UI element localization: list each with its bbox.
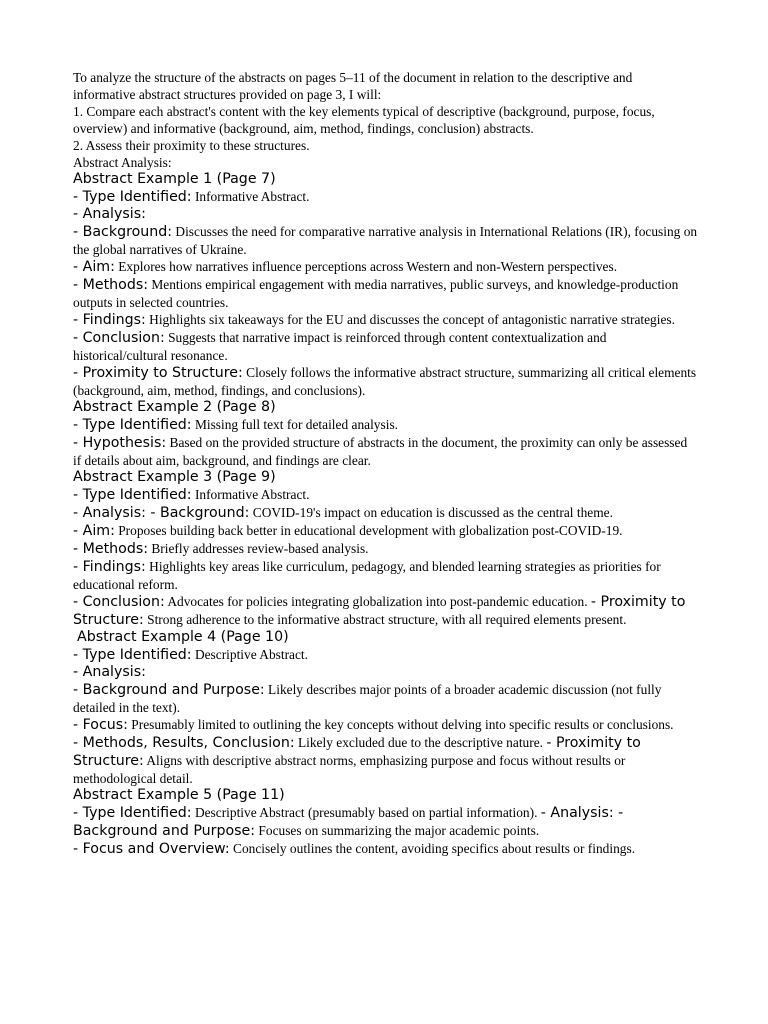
proximity-label: - Proximity to Structure: [73, 365, 243, 381]
background-label: - Background: [73, 224, 173, 240]
methods-value: Briefly addresses review-based analysis. [148, 541, 369, 556]
findings-label: - Findings: [73, 312, 146, 328]
findings-value: Highlights six takeaways for the EU and discusses the concept of antagonistic narrative strategies. [145, 312, 675, 327]
example-3-type [73, 486, 698, 504]
proximity-label: - Proximity to Structure: [73, 735, 641, 769]
conclusion-value: Suggests that narrative impact is reinforced through content contextualization and historical/cultural resonance. [73, 330, 607, 363]
focus-value: Presumably limited to outlining the key concepts without delving into specific results or conclusions. [127, 717, 674, 732]
example-4-type [73, 646, 698, 664]
example-4-background-purpose [73, 681, 698, 716]
example-5-heading: Abstract Example 5 (Page 11) [73, 787, 285, 803]
type-label: - Type Identified: [73, 805, 192, 821]
step-1: 1. Compare each abstract's content with the key elements typical of descriptive (background, purpose, focus, overview) and informative (background, aim, method, findings, conclusion) abstracts. [73, 104, 655, 136]
aim-value: Explores how narratives influence perceptions across Western and non-Western perspectives. [114, 259, 618, 274]
step-2: 2. Assess their proximity to these structures. [73, 138, 310, 153]
example-3-findings [73, 558, 698, 593]
example-2-hypothesis [73, 434, 698, 469]
example-1-methods [73, 276, 698, 311]
background-value: COVID-19's impact on education is discussed as the central theme. [249, 505, 613, 520]
conclusion-label: - Conclusion: [73, 594, 165, 610]
proximity-value: Strong adherence to the informative abstract structure, with all required elements present. [143, 612, 627, 627]
analysis-background-label: - Analysis: - Background: [73, 505, 250, 521]
focus-label: - Focus: [73, 717, 128, 733]
analysis-title: Abstract Analysis: [73, 155, 172, 170]
example-2-type [73, 416, 698, 434]
type-value: Informative Abstract. [191, 189, 310, 204]
findings-label: - Findings: [73, 559, 146, 575]
intro-paragraph: To analyze the structure of the abstracts on pages 5–11 of the document in relation to the descriptive and informative abstract structures provided on page 3, I will: [73, 70, 633, 102]
methods-value: Mentions empirical engagement with media narratives, public surveys, and knowledge-production outputs in selected countries. [73, 277, 679, 310]
type-value: Missing full text for detailed analysis. [191, 417, 398, 432]
example-5-type [73, 804, 698, 840]
findings-value: Highlights key areas like curriculum, pedagogy, and blended learning strategies as priorities for educational reform. [73, 559, 661, 592]
example-3-background [73, 504, 698, 522]
type-label: - Type Identified: [73, 647, 192, 663]
example-3-methods [73, 540, 698, 558]
hypothesis-value: Based on the provided structure of abstracts in the document, the proximity can only be assessed if details about aim, background, and findings are clear. [73, 435, 688, 468]
type-label: - Type Identified: [73, 189, 192, 205]
example-1-background [73, 223, 698, 258]
aim-label: - Aim: [73, 523, 115, 539]
focus-overview-value: Concisely outlines the content, avoiding specifics about results or findings. [229, 841, 636, 856]
example-3-conclusion [73, 593, 698, 629]
example-1-findings [73, 311, 698, 329]
type-value: Descriptive Abstract (presumably based on partial information). [191, 805, 541, 820]
analysis-background-purpose-label: - Analysis: - Background and Purpose: [73, 805, 624, 839]
type-value: Descriptive Abstract. [191, 647, 308, 662]
proximity-value: Closely follows the informative abstract structure, summarizing all critical elements (background, aim, method, findings, and conclusions). [73, 365, 697, 398]
focus-overview-label: - Focus and Overview: [73, 841, 230, 857]
example-1-aim [73, 258, 698, 276]
type-label: - Type Identified: [73, 487, 192, 503]
example-4-focus [73, 716, 698, 734]
example-1-type [73, 188, 698, 206]
methods-label: - Methods: [73, 277, 149, 293]
example-1-analysis-label: - Analysis: [73, 206, 146, 222]
conclusion-value: Advocates for policies integrating globalization into post-pandemic education. [164, 594, 591, 609]
type-label: - Type Identified: [73, 417, 192, 433]
aim-label: - Aim: [73, 259, 115, 275]
proximity-value: Aligns with descriptive abstract norms, emphasizing purpose and focus without results or methodological detail. [73, 753, 626, 786]
example-1-conclusion [73, 329, 698, 364]
background-purpose-value: Focuses on summarizing the major academic points. [255, 823, 540, 838]
methods-label: - Methods: [73, 541, 149, 557]
document-body [73, 69, 698, 858]
example-3-aim [73, 522, 698, 540]
type-value: Informative Abstract. [191, 487, 310, 502]
background-purpose-label: - Background and Purpose: [73, 682, 265, 698]
example-1-proximity [73, 364, 698, 399]
background-purpose-value: Likely describes major points of a broader academic discussion (not fully detailed in the text). [73, 682, 662, 715]
methods-results-value: Likely excluded due to the descriptive nature. [294, 735, 547, 750]
conclusion-label: - Conclusion: [73, 330, 165, 346]
background-value: Discusses the need for comparative narrative analysis in International Relations (IR), focusing on the global narratives of Ukraine. [73, 224, 698, 257]
example-3-heading: Abstract Example 3 (Page 9) [73, 469, 276, 485]
proximity-label: - Proximity to Structure: [73, 594, 686, 628]
example-2-heading: Abstract Example 2 (Page 8) [73, 399, 276, 415]
methods-results-label: - Methods, Results, Conclusion: [73, 735, 295, 751]
hypothesis-label: - Hypothesis: [73, 435, 167, 451]
example-4-methods-results [73, 734, 698, 787]
aim-value: Proposes building back better in educational development with globalization post-COVID-19. [114, 523, 623, 538]
example-1-heading: Abstract Example 1 (Page 7) [73, 171, 276, 187]
example-4-heading: Abstract Example 4 (Page 10) [77, 629, 289, 645]
example-5-focus-overview [73, 840, 698, 858]
example-4-analysis-label: - Analysis: [73, 664, 146, 680]
